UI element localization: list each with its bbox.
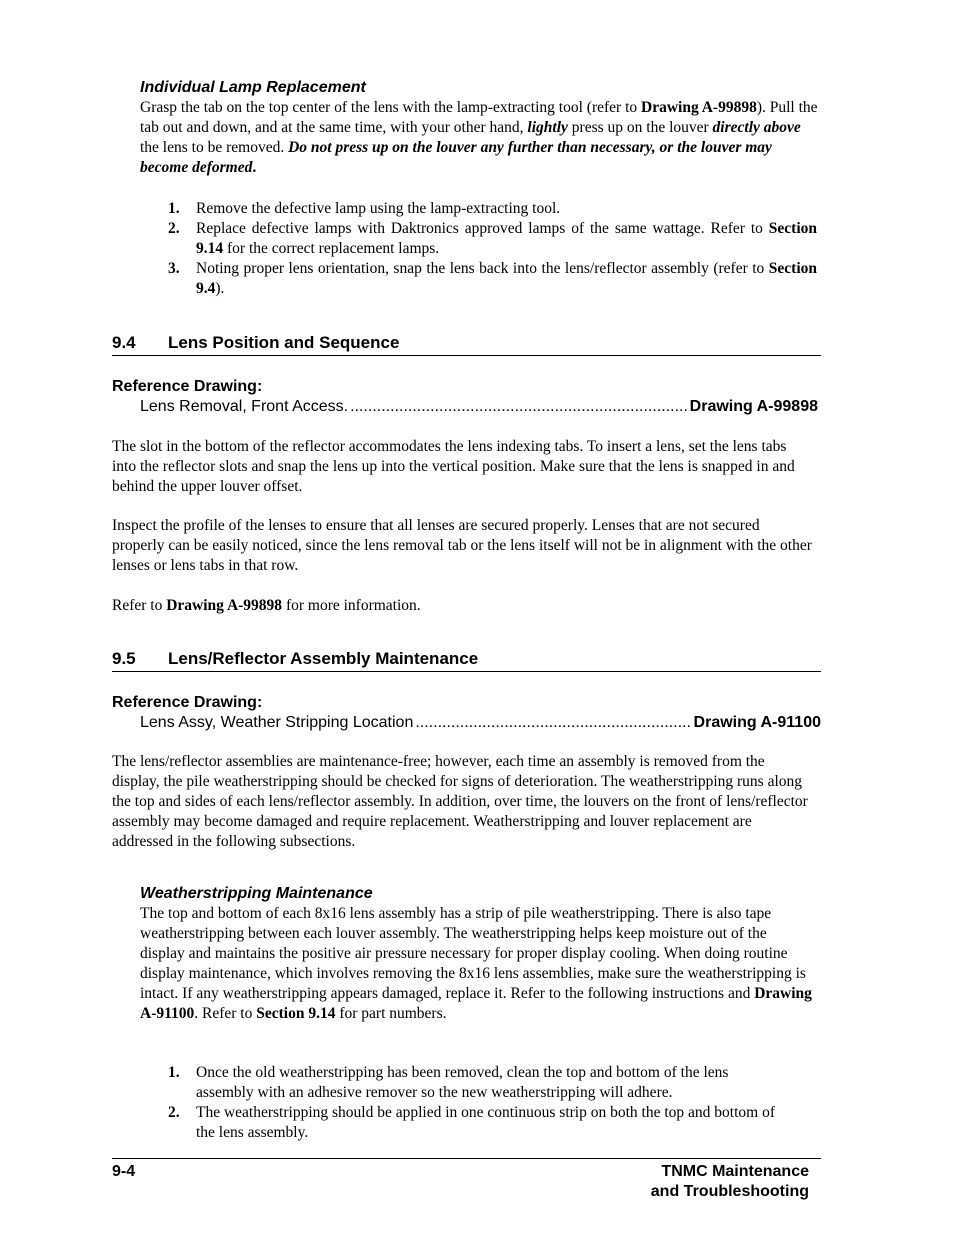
document-page (112, 0, 821, 1235)
step-text-after: ). (215, 280, 225, 297)
lamp-text-2: ). Pull the tab out and down, and at the same time, with your other hand, (140, 99, 818, 136)
reference-drawing-number: Drawing A-91100 (693, 714, 821, 731)
reference-drawing-line (140, 397, 818, 417)
section-ref: Section 9.14 (196, 220, 817, 257)
section-number: 9.5 (112, 649, 136, 668)
section-9-5-heading (112, 649, 821, 672)
list-item (168, 219, 817, 259)
section-9-4-heading (112, 333, 821, 356)
reference-drawing-line (140, 713, 821, 733)
step-number: 2. (168, 220, 180, 237)
text: for part numbers. (335, 1005, 447, 1022)
section-title: Lens Position and Sequence (168, 333, 400, 352)
lamp-text-3: press up on the louver (567, 119, 713, 136)
warning-text: Do not press up on the louver any further than necessary, or the louver may become deformed (140, 139, 772, 176)
step-number: 1. (168, 1064, 180, 1081)
step-text: Remove the defective lamp using the lamp-extracting tool. (196, 200, 561, 217)
weatherstripping-steps-list (168, 1063, 788, 1143)
reference-label: Lens Assy, Weather Stripping Location (140, 714, 414, 731)
reference-drawing-heading: Reference Drawing: (112, 378, 263, 395)
emphasis-lightly: lightly (527, 119, 568, 136)
step-number: 1. (168, 200, 180, 217)
text: The top and bottom of each 8x16 lens assembly has a strip of pile weatherstripping. There is also tape weatherstripping between each louver assembly. The weatherstripping helps keep moisture out of the display and maintains the positive air pressure necessary for proper display cooling. When doing routine display maintenance, which involves removing the 8x16 lens assemblies, make sure the weatherstripping is intact. If any weatherstripping appears damaged, replace it. Refer to the following instructions and (140, 905, 806, 1002)
footer-title-line-1: TNMC Maintenance (661, 1163, 809, 1180)
section-ref: Section 9.14 (256, 1005, 336, 1022)
lamp-text-end: . (252, 159, 257, 176)
drawing-ref: Drawing A-91100 (140, 985, 812, 1022)
step-number: 2. (168, 1104, 180, 1121)
reference-drawing-heading: Reference Drawing: (112, 694, 263, 711)
step-text: Replace defective lamps with Daktronics approved lamps of the same wattage. Refer to (196, 220, 769, 237)
step-number: 3. (168, 260, 180, 277)
paragraph: The slot in the bottom of the reflector accommodates the lens indexing tabs. To insert a lens, set the lens tabs into the reflector slots and snap the lens up into the vertical position. Make sure that the lens is snapped in and behind the upper louver offset. (112, 438, 795, 495)
lamp-text-1: Grasp the tab on the top center of the lens with the lamp-extracting tool (refer to (140, 99, 641, 116)
text: Refer to (112, 597, 167, 614)
lamp-text-4: the lens to be removed. (140, 139, 289, 156)
section-ref: Section 9.4 (196, 260, 817, 297)
step-text-after: for the correct replacement lamps. (223, 240, 440, 257)
section-title: Lens/Reflector Assembly Maintenance (168, 649, 479, 668)
step-text: Noting proper lens orientation, snap the lens back into the lens/reflector assembly (refer to (196, 260, 769, 277)
list-item (168, 259, 817, 299)
weatherstripping-paragraph (140, 904, 812, 1024)
list-item (168, 1063, 788, 1103)
step-text: Once the old weatherstripping has been removed, clean the top and bottom of the lens assembly with an adhesive remover so the new weatherstripping will adhere. (196, 1064, 729, 1101)
text: for more information. (282, 597, 421, 614)
list-item (168, 199, 817, 219)
list-item (168, 1103, 788, 1143)
drawing-ref: Drawing A-99898 (641, 99, 757, 116)
page-number: 9-4 (112, 1163, 136, 1180)
paragraph: Inspect the profile of the lenses to ensure that all lenses are secured properly. Lenses that are not secured properly can be easily noticed, since the lens removal tab or the lens itself will not be in alignment with the other lenses or lens tabs in that row. (112, 517, 812, 574)
text: . Refer to (194, 1005, 257, 1022)
lamp-steps-list (168, 199, 817, 299)
section-number: 9.4 (112, 333, 136, 352)
paragraph: The lens/reflector assemblies are maintenance-free; however, each time an assembly is removed from the display, the pile weatherstripping should be checked for signs of deterioration. The weatherstripping runs along the top and sides of each lens/reflector assembly. In addition, over time, the louvers on the front of lens/reflector assembly may become damaged and require replacement. Weatherstripping and louver replacement are addressed in the following subsections. (112, 753, 808, 850)
lamp-replacement-paragraph (140, 98, 821, 178)
emphasis-directly-above: directly above (712, 119, 801, 136)
reference-drawing-number: Drawing A-99898 (689, 398, 818, 415)
step-text: The weatherstripping should be applied in one continuous strip on both the top and bottom of the lens assembly. (196, 1104, 776, 1141)
lamp-replacement-heading: Individual Lamp Replacement (140, 79, 366, 96)
dot-leader (415, 713, 691, 733)
paragraph (112, 596, 812, 616)
footer-title-line-2: and Troubleshooting (650, 1183, 809, 1200)
weatherstripping-heading: Weatherstripping Maintenance (140, 885, 373, 902)
reference-label: Lens Removal, Front Access. (140, 398, 349, 415)
footer-title (651, 1162, 809, 1202)
drawing-ref: Drawing A-99898 (166, 597, 283, 614)
page-footer (112, 1158, 821, 1200)
dot-leader (350, 397, 688, 417)
